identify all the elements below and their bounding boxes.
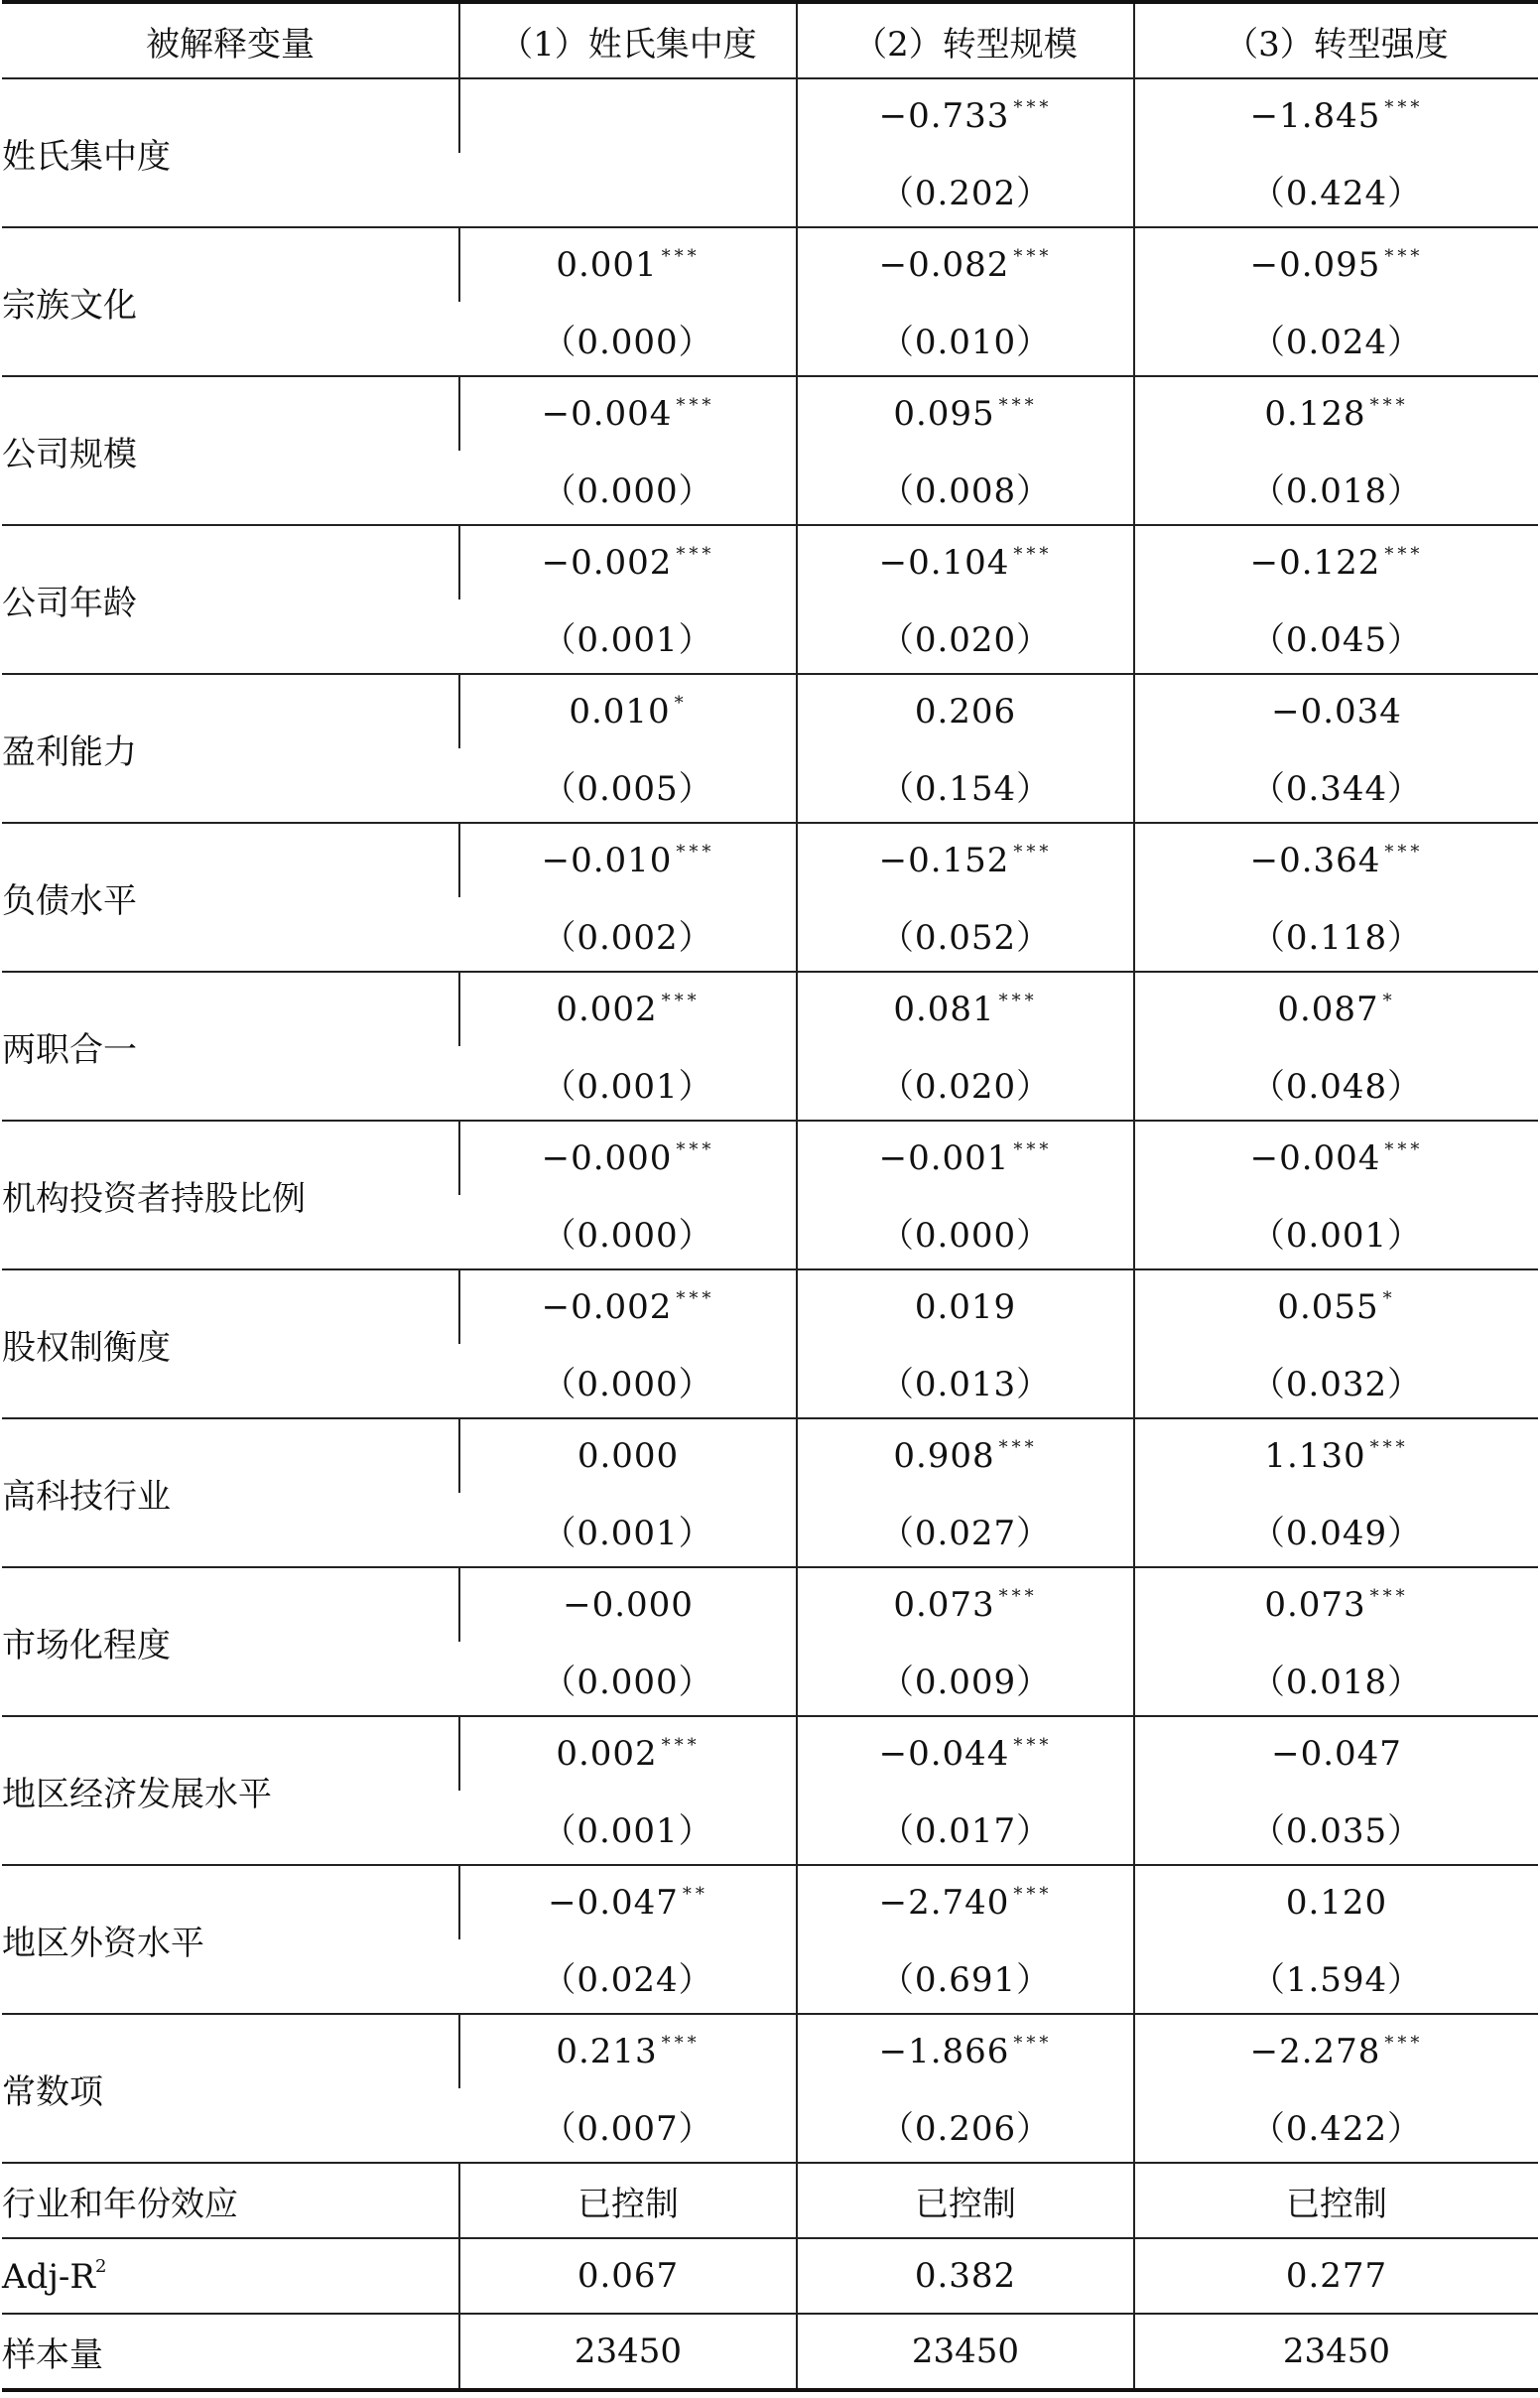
standard-error-cell	[459, 153, 797, 227]
significance-stars: ***	[1369, 1437, 1409, 1458]
standard-error-cell	[797, 153, 1134, 227]
standard-error-value: （ 0.154 ）	[880, 769, 1051, 809]
coefficient-value: −0.104	[878, 543, 1010, 583]
table-row-coefficient	[2, 674, 1538, 748]
table-row-coefficient	[2, 376, 1538, 451]
standard-error-cell	[459, 1642, 797, 1716]
standard-error-cell	[797, 1642, 1134, 1716]
coefficient-value: 0.002	[556, 1734, 658, 1774]
variable-name: 地区外资水平	[2, 1865, 459, 2014]
standard-error-cell	[1134, 302, 1538, 376]
adj-r2-label	[2, 2238, 459, 2314]
table-row-coefficient	[2, 1865, 1538, 1939]
standard-error-value: （ 0.024 ）	[1251, 323, 1422, 362]
coefficient-cell	[797, 674, 1134, 748]
table-row-coefficient	[2, 1716, 1538, 1791]
sample-size-value: 23450	[797, 2314, 1134, 2390]
variable-name: 公司规模	[2, 376, 459, 525]
standard-error-value: （ 0.000 ）	[542, 323, 712, 362]
coefficient-cell	[797, 525, 1134, 600]
standard-error-cell	[797, 1791, 1134, 1865]
standard-error-value: （ 0.020 ）	[880, 1067, 1051, 1107]
standard-error-value: （ 0.000 ）	[542, 1365, 712, 1404]
coefficient-cell	[459, 1865, 797, 1939]
standard-error-cell	[797, 897, 1134, 972]
coefficient-cell	[459, 376, 797, 451]
coefficient-cell	[1134, 525, 1538, 600]
variable-name: 宗族文化	[2, 227, 459, 376]
table-row-coefficient	[2, 2014, 1538, 2088]
header-col-2: （2）转型规模	[797, 2, 1134, 78]
coefficient-cell	[459, 823, 797, 897]
sample-size-value: 23450	[1134, 2314, 1538, 2390]
standard-error-value: （ 0.002 ）	[542, 918, 712, 958]
variable-name: 机构投资者持股比例	[2, 1121, 459, 1269]
standard-error-value: （ 0.005 ）	[542, 769, 712, 809]
coefficient-value: −0.095	[1249, 245, 1381, 285]
standard-error-cell	[459, 897, 797, 972]
coefficient-value: 0.081	[893, 990, 995, 1029]
coefficient-value: −0.044	[878, 1734, 1010, 1774]
variable-name: 高科技行业	[2, 1418, 459, 1567]
significance-stars: ***	[1013, 544, 1053, 565]
coefficient-cell	[797, 972, 1134, 1046]
significance-stars: ***	[1384, 2033, 1424, 2054]
coefficient-value: 0.019	[914, 1287, 1017, 1327]
variable-name: 姓氏集中度	[2, 78, 459, 227]
coefficient-cell	[1134, 1121, 1538, 1195]
standard-error-cell	[797, 748, 1134, 823]
table-row-coefficient	[2, 78, 1538, 153]
coefficient-value: −0.733	[878, 96, 1010, 136]
coefficient-value: 0.073	[893, 1585, 995, 1625]
coefficient-cell	[459, 227, 797, 302]
coefficient-cell	[797, 1865, 1134, 1939]
coefficient-cell	[797, 227, 1134, 302]
coefficient-value: −0.000	[541, 1138, 673, 1178]
coefficient-value: −1.866	[878, 2032, 1010, 2071]
coefficient-cell	[797, 1121, 1134, 1195]
significance-stars: ***	[661, 991, 701, 1011]
coefficient-value: −1.845	[1249, 96, 1381, 136]
coefficient-cell	[459, 1567, 797, 1642]
coefficient-cell	[1134, 1567, 1538, 1642]
coefficient-value: −0.152	[878, 841, 1010, 880]
standard-error-value: （ 0.202 ）	[880, 174, 1051, 213]
table-row-coefficient	[2, 972, 1538, 1046]
coefficient-cell	[1134, 2014, 1538, 2088]
significance-stars: ***	[1384, 1139, 1424, 1160]
standard-error-cell	[1134, 1939, 1538, 2014]
significance-stars: ***	[1013, 1139, 1053, 1160]
coefficient-value: 0.001	[556, 245, 658, 285]
coefficient-cell	[459, 525, 797, 600]
significance-stars: ***	[661, 246, 701, 267]
significance-stars: ***	[661, 1735, 701, 1756]
standard-error-value: （ 0.001 ）	[542, 620, 712, 660]
standard-error-cell	[459, 1791, 797, 1865]
coefficient-value: −0.002	[541, 543, 673, 583]
standard-error-cell	[1134, 1046, 1538, 1121]
coefficient-cell	[459, 2014, 797, 2088]
significance-stars: ***	[1369, 395, 1409, 416]
standard-error-value: （ 0.001 ）	[1251, 1216, 1422, 1256]
standard-error-cell	[797, 2088, 1134, 2163]
coefficient-cell	[1134, 674, 1538, 748]
adj-r2-value: 0.067	[459, 2238, 797, 2314]
standard-error-cell	[459, 748, 797, 823]
significance-stars: ***	[1384, 842, 1424, 863]
coefficient-value: −0.001	[878, 1138, 1010, 1178]
standard-error-cell	[1134, 600, 1538, 674]
standard-error-cell	[459, 1939, 797, 2014]
table-row-coefficient	[2, 525, 1538, 600]
standard-error-cell	[459, 1344, 797, 1418]
coefficient-value: 0.087	[1277, 990, 1379, 1029]
significance-stars: ***	[661, 2033, 701, 2054]
significance-stars: ***	[676, 1288, 715, 1309]
coefficient-value: −0.364	[1249, 841, 1381, 880]
adj-r2-label-base: Adj-R	[2, 2256, 95, 2297]
standard-error-value: （ 0.344 ）	[1251, 769, 1422, 809]
coefficient-value: −2.740	[878, 1883, 1010, 1923]
table-row-coefficient	[2, 1567, 1538, 1642]
significance-stars: ***	[1013, 2033, 1053, 2054]
standard-error-value: （ 0.013 ）	[880, 1365, 1051, 1404]
standard-error-cell	[797, 600, 1134, 674]
adj-r2-label-superscript: 2	[94, 2255, 107, 2277]
standard-error-cell	[797, 451, 1134, 525]
standard-error-value: （ 0.118 ）	[1251, 918, 1422, 958]
standard-error-value: （ 0.001 ）	[542, 1514, 712, 1553]
standard-error-cell	[459, 1493, 797, 1567]
variable-name: 股权制衡度	[2, 1269, 459, 1418]
regression-table	[2, 0, 1538, 2392]
coefficient-cell	[797, 78, 1134, 153]
significance-stars: ***	[998, 1437, 1038, 1458]
standard-error-value: （ 0.422 ）	[1251, 2109, 1422, 2149]
coefficient-value: −0.082	[878, 245, 1010, 285]
coefficient-value: 0.128	[1264, 394, 1366, 434]
coefficient-cell	[1134, 823, 1538, 897]
standard-error-cell	[1134, 451, 1538, 525]
standard-error-cell	[1134, 153, 1538, 227]
coefficient-value: 0.908	[893, 1436, 995, 1476]
sample-size-row	[2, 2314, 1538, 2390]
standard-error-cell	[1134, 2088, 1538, 2163]
standard-error-value: （ 0.000 ）	[542, 1216, 712, 1256]
significance-stars: *	[1382, 991, 1396, 1011]
standard-error-cell	[1134, 1642, 1538, 1716]
coefficient-value: 1.130	[1264, 1436, 1366, 1476]
significance-stars: ***	[1369, 1586, 1409, 1607]
coefficient-cell	[459, 1716, 797, 1791]
table-row-coefficient	[2, 1269, 1538, 1344]
significance-stars: ***	[1013, 842, 1053, 863]
table-header	[2, 2, 1538, 78]
coefficient-value: −0.047	[1271, 1734, 1402, 1774]
standard-error-cell	[797, 1195, 1134, 1269]
standard-error-cell	[1134, 1791, 1538, 1865]
coefficient-cell	[459, 1121, 797, 1195]
variable-name: 盈利能力	[2, 674, 459, 823]
coefficient-value: 0.073	[1264, 1585, 1366, 1625]
header-row	[2, 2, 1538, 78]
standard-error-cell	[1134, 1493, 1538, 1567]
variable-name: 公司年龄	[2, 525, 459, 674]
coefficient-cell	[1134, 1418, 1538, 1493]
standard-error-cell	[797, 1493, 1134, 1567]
coefficient-value: 0.213	[556, 2032, 658, 2071]
significance-stars: ***	[1013, 1884, 1053, 1905]
fixed-effects-value: 已控制	[1134, 2163, 1538, 2238]
standard-error-value: （ 0.027 ）	[880, 1514, 1051, 1553]
significance-stars: *	[674, 693, 688, 714]
standard-error-value: （ 0.001 ）	[542, 1811, 712, 1851]
variable-name: 负债水平	[2, 823, 459, 972]
significance-stars: ***	[1013, 1735, 1053, 1756]
fixed-effects-value: 已控制	[797, 2163, 1134, 2238]
standard-error-cell	[797, 302, 1134, 376]
standard-error-cell	[459, 302, 797, 376]
coefficient-cell	[459, 1418, 797, 1493]
adj-r2-row	[2, 2238, 1538, 2314]
significance-stars: ***	[1013, 246, 1053, 267]
variable-name: 地区经济发展水平	[2, 1716, 459, 1865]
significance-stars: ***	[676, 395, 715, 416]
table-footer	[2, 2163, 1538, 2390]
coefficient-cell	[459, 674, 797, 748]
coefficient-value: −0.122	[1249, 543, 1381, 583]
standard-error-value: （ 0.018 ）	[1251, 1663, 1422, 1702]
table-row-coefficient	[2, 227, 1538, 302]
sample-size-label: 样本量	[2, 2314, 459, 2390]
standard-error-value: （ 0.010 ）	[880, 323, 1051, 362]
adj-r2-value: 0.277	[1134, 2238, 1538, 2314]
standard-error-value: （ 0.049 ）	[1251, 1514, 1422, 1553]
standard-error-value: （ 0.424 ）	[1251, 174, 1422, 213]
significance-stars: **	[682, 1884, 708, 1905]
header-dependent-variable: 被解释变量	[2, 2, 459, 78]
coefficient-cell	[459, 972, 797, 1046]
standard-error-value: （ 0.009 ）	[880, 1663, 1051, 1702]
coefficient-cell	[1134, 376, 1538, 451]
coefficient-cell	[459, 78, 797, 153]
significance-stars: ***	[1384, 97, 1424, 118]
coefficient-value: −0.010	[541, 841, 673, 880]
variable-name: 两职合一	[2, 972, 459, 1121]
standard-error-value: （ 0.052 ）	[880, 918, 1051, 958]
coefficient-value: 0.095	[893, 394, 995, 434]
variable-name: 常数项	[2, 2014, 459, 2163]
standard-error-cell	[1134, 897, 1538, 972]
standard-error-value: （ 0.691 ）	[880, 1960, 1051, 2000]
coefficient-cell	[459, 1269, 797, 1344]
coefficient-value: 0.000	[577, 1436, 680, 1476]
coefficient-value: −0.004	[541, 394, 673, 434]
coefficient-cell	[797, 823, 1134, 897]
standard-error-value: （ 0.020 ）	[880, 620, 1051, 660]
coefficient-cell	[1134, 1865, 1538, 1939]
standard-error-cell	[459, 451, 797, 525]
standard-error-value: （ 0.045 ）	[1251, 620, 1422, 660]
coefficient-value: −0.000	[563, 1585, 694, 1625]
standard-error-value: （ 0.032 ）	[1251, 1365, 1422, 1404]
coefficient-value: 0.055	[1277, 1287, 1379, 1327]
significance-stars: ***	[676, 1139, 715, 1160]
table-row-coefficient	[2, 1418, 1538, 1493]
standard-error-value: （ 0.000 ）	[542, 471, 712, 511]
standard-error-cell	[1134, 748, 1538, 823]
standard-error-value: （ 0.024 ）	[542, 1960, 712, 2000]
coefficient-cell	[1134, 227, 1538, 302]
standard-error-cell	[797, 1344, 1134, 1418]
fixed-effects-value: 已控制	[459, 2163, 797, 2238]
table-row-coefficient	[2, 823, 1538, 897]
standard-error-value: （ 0.008 ）	[880, 471, 1051, 511]
standard-error-value: （ 0.206 ）	[880, 2109, 1051, 2149]
coefficient-value: −0.004	[1249, 1138, 1381, 1178]
coefficient-value: −0.002	[541, 1287, 673, 1327]
standard-error-value: （ 0.007 ）	[542, 2109, 712, 2149]
significance-stars: ***	[676, 544, 715, 565]
coefficient-cell	[1134, 78, 1538, 153]
standard-error-cell	[459, 2088, 797, 2163]
significance-stars: ***	[1013, 97, 1053, 118]
standard-error-cell	[1134, 1344, 1538, 1418]
coefficient-cell	[797, 1567, 1134, 1642]
significance-stars: ***	[998, 991, 1038, 1011]
standard-error-cell	[459, 1195, 797, 1269]
standard-error-value: （ 1.594 ）	[1251, 1960, 1422, 2000]
standard-error-value: （ 0.018 ）	[1251, 471, 1422, 511]
adj-r2-value: 0.382	[797, 2238, 1134, 2314]
coefficient-cell	[1134, 972, 1538, 1046]
coefficient-cell	[797, 376, 1134, 451]
coefficient-value: 0.010	[569, 692, 671, 732]
table-body	[2, 78, 1538, 2163]
standard-error-value: （ 0.001 ）	[542, 1067, 712, 1107]
sample-size-value: 23450	[459, 2314, 797, 2390]
standard-error-value: （ 0.000 ）	[542, 1663, 712, 1702]
table-row-coefficient	[2, 1121, 1538, 1195]
standard-error-value: （ 0.048 ）	[1251, 1067, 1422, 1107]
standard-error-cell	[797, 1939, 1134, 2014]
standard-error-cell	[1134, 1195, 1538, 1269]
coefficient-value: 0.206	[914, 692, 1017, 732]
standard-error-value: （ 0.035 ）	[1251, 1811, 1422, 1851]
standard-error-cell	[797, 1046, 1134, 1121]
coefficient-cell	[1134, 1269, 1538, 1344]
coefficient-value: 0.002	[556, 990, 658, 1029]
significance-stars: ***	[1384, 544, 1424, 565]
coefficient-cell	[797, 1716, 1134, 1791]
header-col-3: （3）转型强度	[1134, 2, 1538, 78]
standard-error-value: （ 0.017 ）	[880, 1811, 1051, 1851]
variable-name: 市场化程度	[2, 1567, 459, 1716]
fixed-effects-label: 行业和年份效应	[2, 2163, 459, 2238]
significance-stars: ***	[998, 1586, 1038, 1607]
coefficient-value: 0.120	[1285, 1883, 1388, 1923]
significance-stars: *	[1382, 1288, 1396, 1309]
coefficient-cell	[797, 2014, 1134, 2088]
standard-error-cell	[459, 600, 797, 674]
significance-stars: ***	[676, 842, 715, 863]
fixed-effects-row	[2, 2163, 1538, 2238]
coefficient-value: −0.034	[1271, 692, 1402, 732]
coefficient-cell	[797, 1418, 1134, 1493]
significance-stars: ***	[998, 395, 1038, 416]
significance-stars: ***	[1384, 246, 1424, 267]
standard-error-cell	[459, 1046, 797, 1121]
standard-error-value: （ 0.000 ）	[880, 1216, 1051, 1256]
coefficient-value: −0.047	[548, 1883, 679, 1923]
coefficient-cell	[1134, 1716, 1538, 1791]
coefficient-value: −2.278	[1249, 2032, 1381, 2071]
coefficient-cell	[797, 1269, 1134, 1344]
header-col-1: （1）姓氏集中度	[459, 2, 797, 78]
